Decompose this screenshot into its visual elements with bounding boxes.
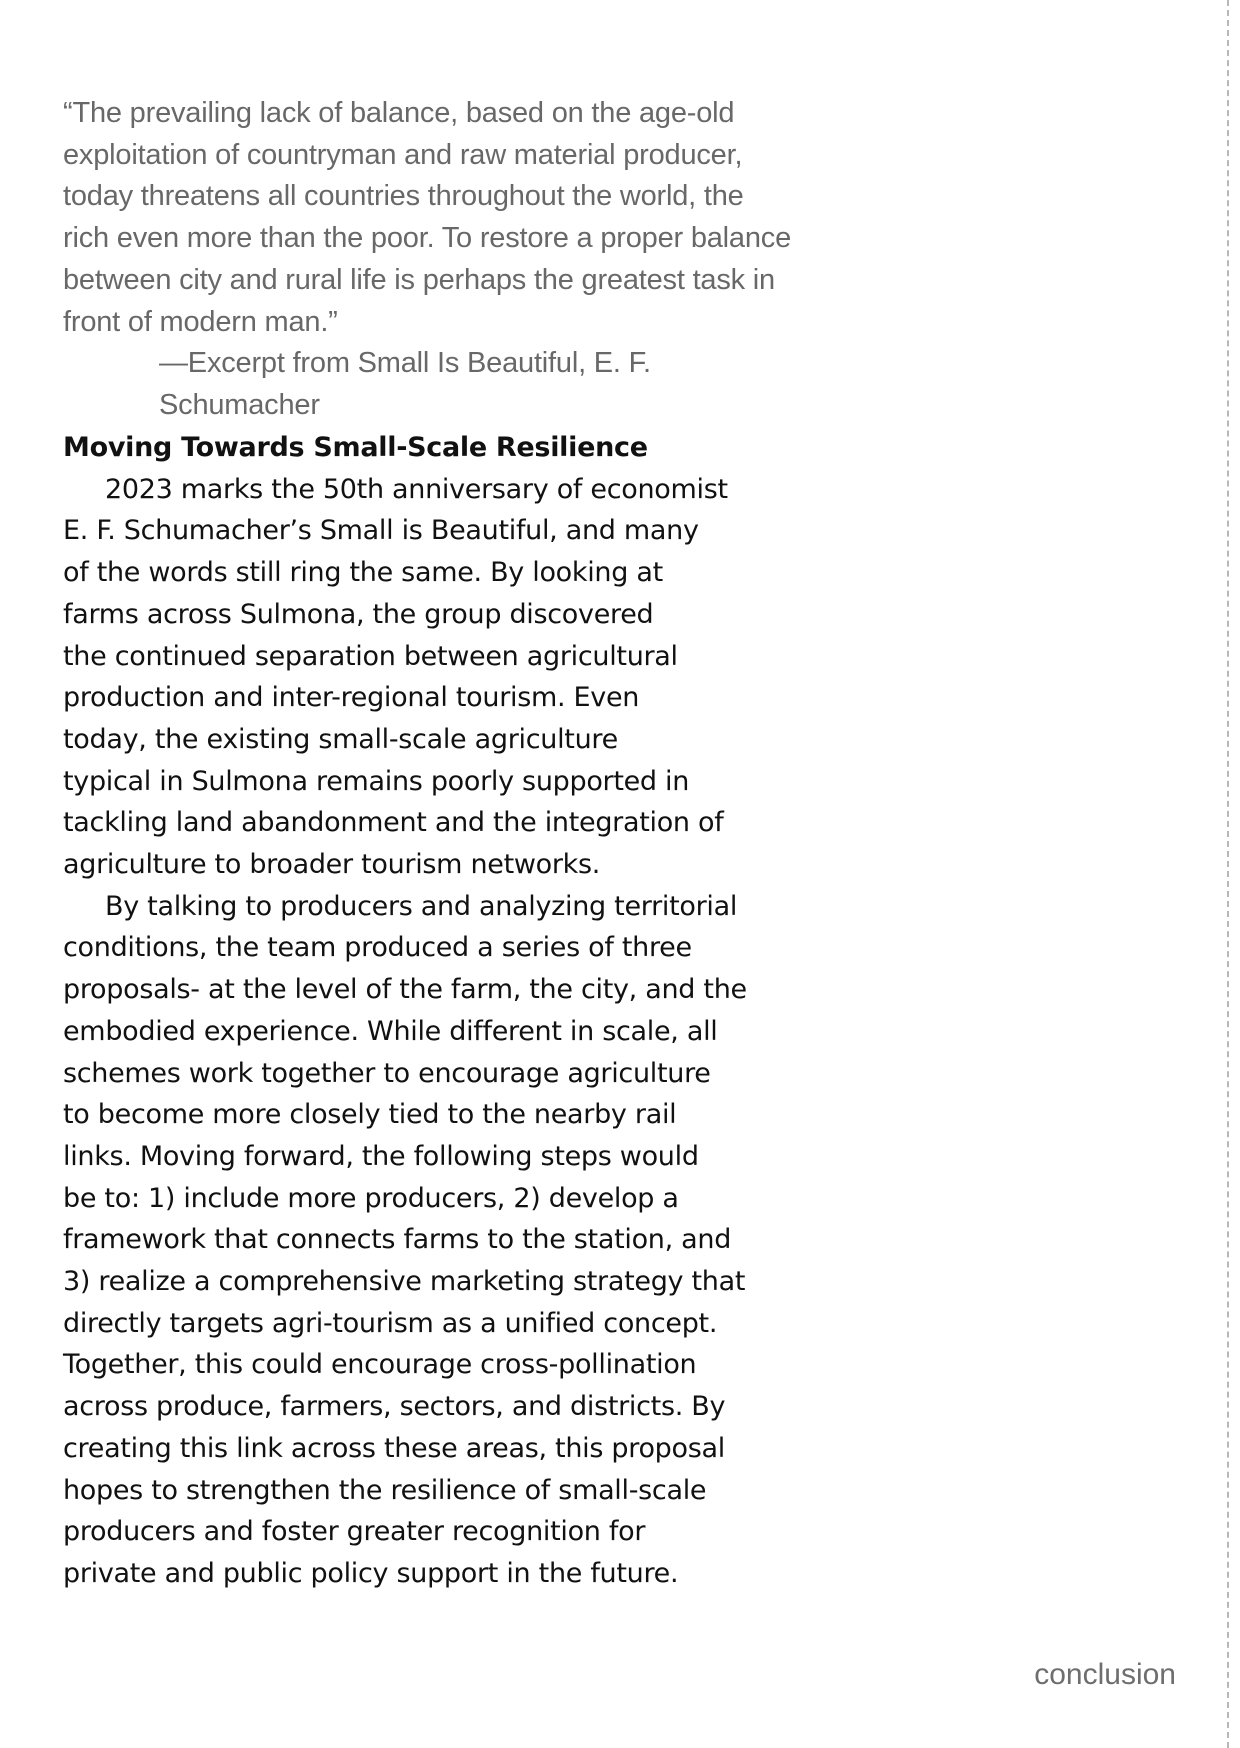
quote-line: exploitation of countryman and raw material producer,: [63, 138, 743, 171]
paragraph-line: By talking to producers and analyzing territorial: [105, 890, 738, 922]
paragraph-line: directly targets agri-tourism as a unified concept.: [63, 1307, 718, 1339]
paragraph-line: private and public policy support in the future.: [63, 1557, 679, 1589]
conclusion-article: [63, 427, 803, 1595]
quote-line: today threatens all countries throughout the world, the: [63, 180, 744, 213]
article-paragraph-2: [63, 886, 803, 1595]
article-paragraph-1: [63, 469, 803, 886]
quote-line: front of modern man.”: [63, 305, 338, 338]
paragraph-line: today, the existing small-scale agriculture: [63, 723, 618, 755]
quote-line: rich even more than the poor. To restore a proper balance: [63, 222, 792, 255]
paragraph-line: to become more closely tied to the nearby rail: [63, 1099, 677, 1131]
paragraph-line: production and inter-regional tourism. Even: [63, 682, 640, 714]
paragraph-line: agriculture to broader tourism networks.: [63, 849, 601, 881]
page-edge-dashed-line: [1227, 0, 1229, 1748]
quote-attribution: —Excerpt from Small Is Beautiful, E. F. Schumacher: [159, 347, 651, 421]
paragraph-line: typical in Sulmona remains poorly supported in: [63, 765, 690, 797]
article-heading: Moving Towards Small-Scale Resilience: [63, 432, 648, 463]
paragraph-line: proposals- at the level of the farm, the city, and the: [63, 974, 747, 1006]
paragraph-line: conditions, the team produced a series of three: [63, 932, 692, 964]
paragraph-line: 3) realize a comprehensive marketing strategy that: [63, 1266, 746, 1298]
paragraph-line: Together, this could encourage cross-pollination: [63, 1349, 697, 1381]
paragraph-line: producers and foster greater recognition for: [63, 1516, 646, 1548]
paragraph-line: links. Moving forward, the following steps would: [63, 1140, 699, 1172]
paragraph-line: creating this link across these areas, this proposal: [63, 1432, 725, 1464]
paragraph-line: 2023 marks the 50th anniversary of economist: [105, 473, 728, 505]
paragraph-line: embodied experience. While different in scale, all: [63, 1015, 718, 1047]
paragraph-line: hopes to strengthen the resilience of small-scale: [63, 1474, 707, 1506]
paragraph-line: the continued separation between agricultural: [63, 640, 678, 672]
paragraph-line: of the words still ring the same. By looking at: [63, 557, 663, 589]
paragraph-line: framework that connects farms to the station, and: [63, 1224, 732, 1256]
quote-text: [63, 93, 803, 343]
quote-line: between city and rural life is perhaps the greatest task in: [63, 263, 775, 296]
paragraph-line: across produce, farmers, sectors, and districts. By: [63, 1391, 726, 1423]
paragraph-line: E. F. Schumacher’s Small is Beautiful, and many: [63, 515, 699, 547]
quote-line: “The prevailing lack of balance, based on the age-old: [63, 97, 735, 129]
paragraph-line: tackling land abandonment and the integration of: [63, 807, 724, 839]
section-label: conclusion: [1034, 1658, 1176, 1691]
paragraph-line: farms across Sulmona, the group discovered: [63, 598, 654, 630]
paragraph-line: be to: 1) include more producers, 2) develop a: [63, 1182, 679, 1214]
epigraph-quote: [63, 93, 803, 427]
paragraph-line: schemes work together to encourage agriculture: [63, 1057, 711, 1089]
